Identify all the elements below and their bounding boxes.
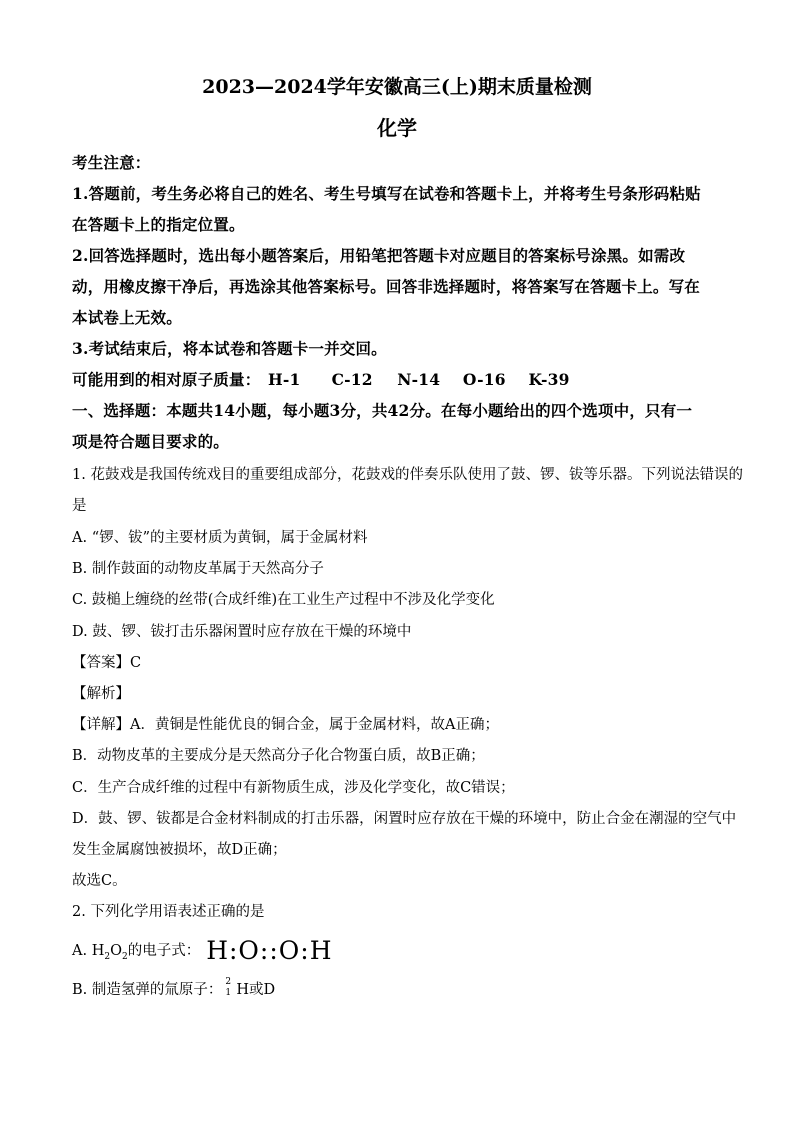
q2-option-a-mid: O [110, 943, 122, 959]
q2-option-a-suffix: 的电子式： [127, 943, 201, 959]
exam-title: 2023—2024学年安徽高三(上)期末质量检测 [202, 76, 592, 98]
section-heading-line-2: 项是符合题目要求的。 [72, 432, 230, 451]
q1-explain-c: C．生产合成纤维的过程中有新物质生成，涉及化学变化，故C错误； [72, 780, 515, 796]
atomic-mass-o: O-16 [462, 370, 506, 389]
atomic-mass-c: C-12 [331, 370, 373, 389]
q2-option-b-prefix: B. 制造氢弹的氚原子： [72, 982, 223, 998]
q1-explain-b: B．动物皮革的主要成分是天然高分子化合物蛋白质，故B正确； [72, 748, 485, 764]
q2-option-b-suffix: 或D [249, 982, 276, 998]
atomic-mass-n: N-14 [397, 370, 441, 389]
q1-explain-d-line-1: D．鼓、锣、钹都是合金材料制成的打击乐器，闲置时应存放在干燥的环境中，防止合金在潮湿的空气中 [72, 811, 737, 827]
q2-option-a-sub-2: 2 [121, 951, 128, 962]
q1-analysis-label: 【解析】 [72, 686, 130, 702]
nuclide-mass-number: 2 [225, 977, 232, 987]
notice-item-2-line-1: 2.回答选择题时，选出每小题答案后，用铅笔把答题卡对应题目的答案标号涂黑。如需改 [72, 246, 686, 265]
q1-conclusion: 故选C。 [72, 873, 127, 889]
q1-option-a: A. “锣、钹”的主要材质为黄铜，属于金属材料 [72, 530, 368, 546]
nuclide-atomic-number: 1 [225, 988, 232, 998]
q1-explain-a: 【详解】A．黄铜是性能优良的铜合金，属于金属材料，故A正确； [72, 717, 499, 733]
subject-title: 化学 [377, 116, 417, 140]
notice-item-3: 3.考试结束后，将本试卷和答题卡一并交回。 [72, 339, 387, 358]
notice-item-1-line-2: 在答题卡上的指定位置。 [72, 215, 245, 234]
nuclide-symbol: H [236, 982, 250, 998]
q1-option-d: D. 鼓、锣、钹打击乐器闲置时应存放在干燥的环境中 [72, 624, 412, 640]
q1-option-b: B. 制作鼓面的动物皮革属于天然高分子 [72, 561, 324, 577]
q2-option-a-label: A. H [72, 943, 105, 959]
electron-formula: H:O::O:H [206, 936, 333, 965]
atomic-mass-label: 可能用到的相对原子质量： [72, 370, 261, 389]
notice-item-1-line-1: 1.答题前，考生务必将自己的姓名、考生号填写在试卷和答题卡上，并将考生号条形码粘贴 [72, 184, 701, 203]
section-heading-line-1: 一、选择题：本题共14小题，每小题3分，共42分。在每小题给出的四个选项中，只有一 [72, 401, 693, 420]
q1-explain-d-line-2: 发生金属腐蚀被损坏，故D正确； [72, 842, 287, 858]
q2-option-a [72, 936, 333, 965]
atomic-mass-line [72, 368, 570, 390]
notice-item-2-line-2: 动，用橡皮擦干净后，再选涂其他答案标号。回答非选择题时，将答案写在答题卡上。写在 [72, 277, 701, 296]
q1-answer: 【答案】C [72, 655, 142, 671]
q2-option-b [72, 978, 275, 999]
nuclide-notation [225, 977, 235, 998]
q1-stem-line-2: 是 [72, 498, 87, 514]
q1-stem-line-1: 1. 花鼓戏是我国传统戏目的重要组成部分，花鼓戏的伴奏乐队使用了鼓、锣、钹等乐器。下列说法错误的 [72, 467, 743, 483]
q1-option-c: C. 鼓槌上缠绕的丝带(合成纤维)在工业生产过程中不涉及化学变化 [72, 592, 495, 608]
atomic-mass-k: K-39 [528, 370, 570, 389]
atomic-mass-h: H-1 [268, 370, 301, 389]
notice-heading: 考生注意： [72, 153, 151, 172]
notice-item-2-line-3: 本试卷上无效。 [72, 308, 182, 327]
q2-stem: 2. 下列化学用语表述正确的是 [72, 904, 265, 920]
q2-option-a-sub-1: 2 [104, 951, 111, 962]
